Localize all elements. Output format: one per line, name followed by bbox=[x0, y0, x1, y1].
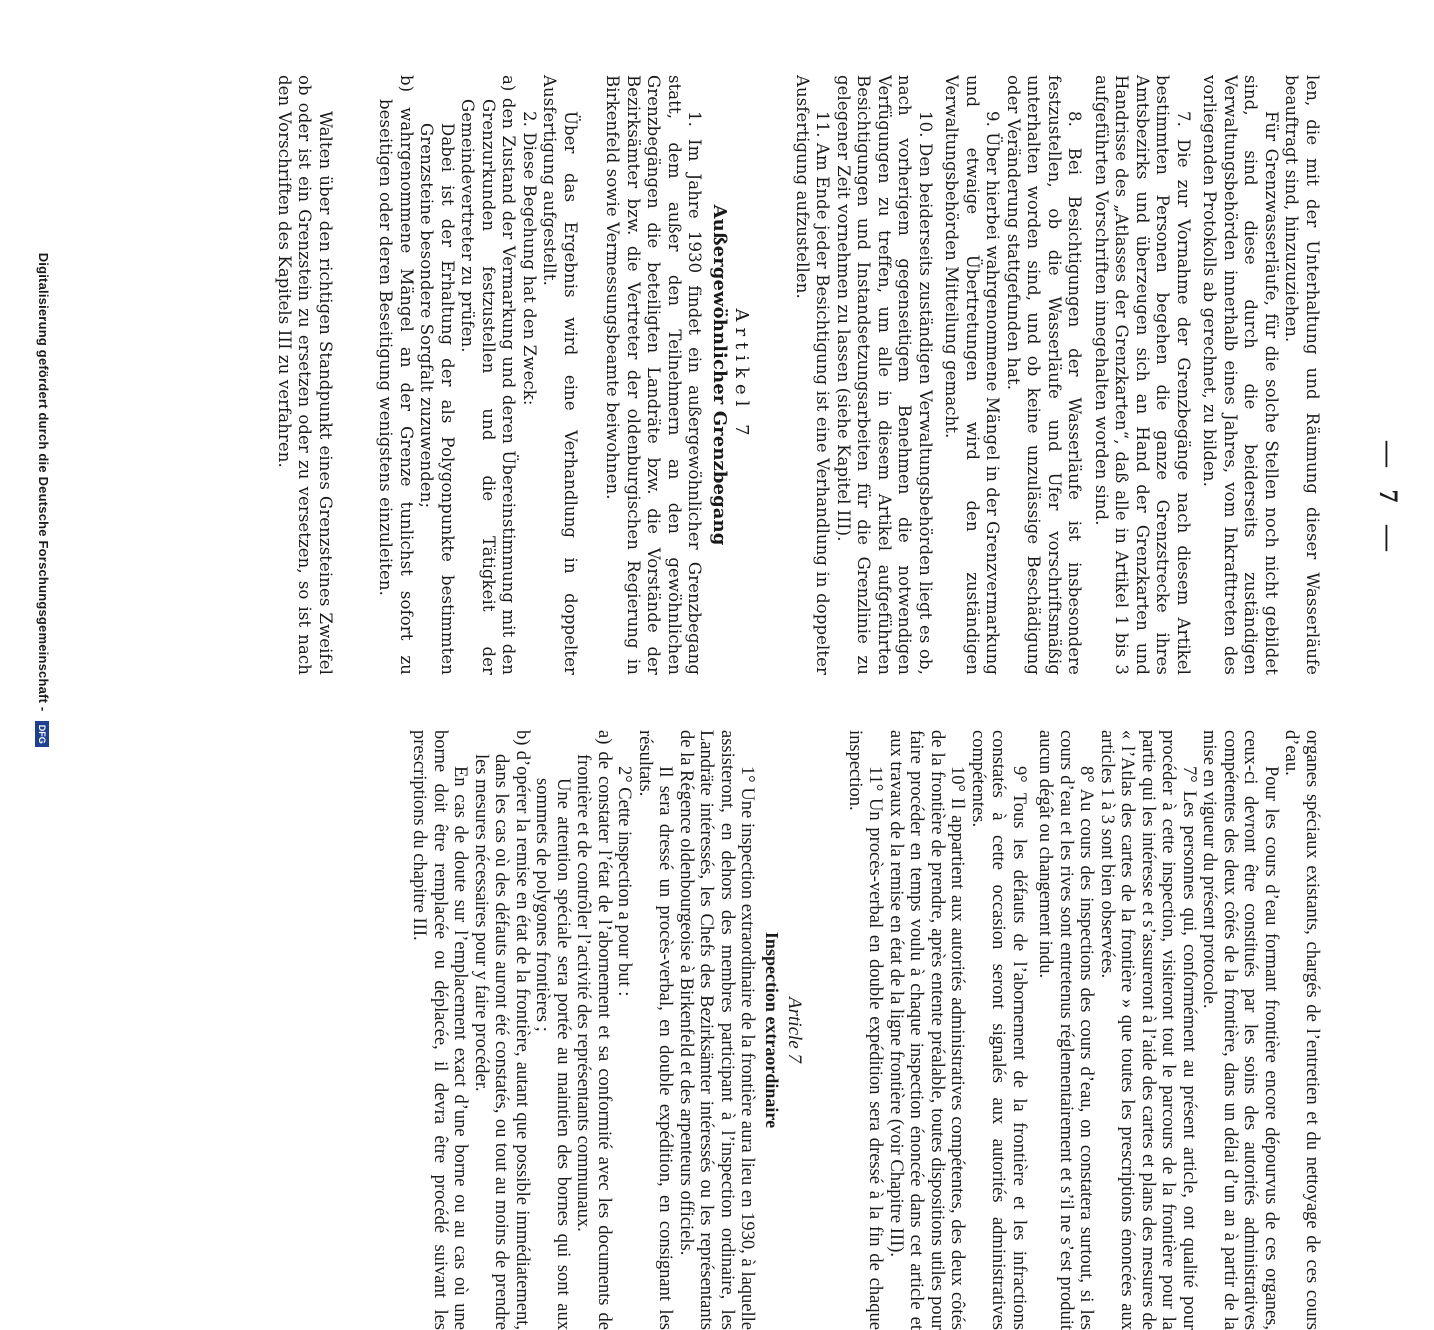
dfg-logo-icon: DFG bbox=[35, 721, 49, 747]
french-list-item: b) d’opérer la remise en état de la frontière, autant que possible immédiatement, dans les cas où des défauts auront été constatés, ou tout au moins de prendre les mesures nécessaires pour y faire procéder. bbox=[471, 730, 532, 1330]
german-article-subtitle: Außergewöhnlicher Grenzbegang bbox=[709, 204, 730, 546]
german-list-item: a) den Zustand der Vermarkung und deren Übereinstimmung mit den Grenzurkunden festzustellen und die Tätigkeit der Gemeindevertreter zu prüfen. bbox=[458, 75, 519, 675]
french-paragraph: Une attention spéciale sera portée au maintien des bornes qui sont aux sommets de polygones frontières ; bbox=[532, 778, 573, 1330]
german-paragraph: 7. Die zur Vornahme der Grenzbegänge nach diesem Artikel bestimmten Personen begehen die ganze Grenzstrecke ihres Amtsbezirks und überzeugen sich an Hand der Grenzkarten und Handrisse des „Atlasses der Grenzkarten“, daß alle in Artikel 1 bis 3 aufgeführten Vorschriften innegehalten worden sind. bbox=[1092, 75, 1193, 675]
french-article-title: Article 7 bbox=[784, 997, 806, 1063]
german-paragraph: 10. Den beiderseits zuständigen Verwaltungsbehörden liegt es ob, nach vorherigem gegenseitigem Benehmen die notwendigen Verfügungen zu treffen, um alle in diesem Artikel aufgeführten Besichtigungen und Instandsetzungsarbeiten für die Grenzlinie zu gelegener Zeit vornehmen zu lassen (siehe Kapitel III). bbox=[834, 75, 935, 675]
french-paragraph: Pour les cours d’eau formant frontière encore dépourvus de ces organes, ceux-ci devront être constitués par les soins des autorités administratives compétentes des deux côtés de la frontière, dans un délai d’un an à partir de la mise en vigueur du présent protocole. bbox=[1199, 730, 1281, 1330]
credit-text: Digitalisierung gefördert durch die Deutsche Forschungsgemeinschaft - bbox=[35, 252, 51, 712]
french-paragraph: En cas de doute sur l’emplacement exact d’une borne ou au cas où une borne doit être remplacée ou déplacée, il devra être procédé suivant les prescriptions du chapitre III. bbox=[409, 730, 471, 1330]
french-paragraph: 10° Il appartient aux autorités administratives compétentes, des deux côtés de la frontière de prendre, après entente préalable, toutes dispositions utiles pour faire procéder en temps voulu à chaque inspection énoncée dans cet article et aux travaux de la remise en état de la ligne frontière (voir Chapitre III). bbox=[886, 730, 968, 1330]
french-article-subtitle: Inspection extraordinaire bbox=[762, 931, 782, 1129]
french-paragraph: 7° Les personnes qui, conformément au présent article, ont qualité pour procéder à cette inspection, visiteront tout le parcours de la frontière pour la partie qui les intéresse et s’assureront à l’aide des cartes et plans des mesures de « l’Atlas des cartes de la frontière » que toutes les prescriptions énoncées aux articles 1 à 3 sont bien observées. bbox=[1097, 730, 1199, 1330]
german-list-item: b) wahrgenommene Mängel an der Grenze tunlichst sofort zu beseitigen oder deren Beseitigung wenigstens einzuleiten. bbox=[376, 75, 416, 675]
german-paragraph: len, die mit der Unterhaltung und Räumung dieser Wasserläufe beauftragt sind, hinzuzuziehen. bbox=[1282, 75, 1322, 675]
french-list-item: a) de constater l’état de l’abornement et sa conformité avec les documents de frontière et de contrôler l’activité des représentants communaux. bbox=[573, 730, 614, 1330]
german-paragraph: Über das Ergebnis wird eine Verhandlung in doppelter Ausfertigung aufgestellt. bbox=[540, 75, 580, 675]
french-paragraph: 1° Une inspection extraordinaire de la frontière aura lieu en 1930, à laquelle assisteront, en dehors des membres participant à l’inspection ordinaire, les Landräte intéressés, les Chefs des Bezirksämter intéressés ou les représentants de la Régence oldenbourgeoise à Birkenfeld et des arpenteurs officiels. bbox=[676, 730, 758, 1330]
french-paragraph: 8° Au cours des inspections des cours d’eau, on constatera surtout, si les cours d’eau et les rives sont entretenus réglementairement et s’il ne s’est produit aucun dégât ou changement indu. bbox=[1035, 730, 1097, 1330]
french-paragraph: 2° Cette inspection a pour but : bbox=[614, 766, 635, 997]
german-article-title: Artikel 7 bbox=[731, 308, 753, 442]
german-paragraph: 11. Am Ende jeder Besichtigung ist eine Verhandlung in doppelter Ausfertigung aufzustellen. bbox=[793, 75, 833, 675]
german-paragraph: 9. Über hierbei wahrgenommene Mängel in der Grenzvermarkung und etwaige Übertretungen wird den zuständigen Verwaltungsbehörden Mitteilung gemacht. bbox=[942, 75, 1003, 675]
german-paragraph: 2. Diese Begehung hat den Zweck: bbox=[520, 111, 539, 406]
german-column bbox=[274, 75, 1323, 675]
digitization-credit bbox=[35, 20, 51, 980]
french-paragraph: Il sera dressé un procès-verbal, en double expédition, en consignant les résultats. bbox=[635, 730, 676, 1330]
french-paragraph: 9° Tous les défauts de l’abornement de la frontière et les infractions constatés à cette occasion seront signalés aux autorités administratives compétentes. bbox=[968, 730, 1029, 1330]
german-paragraph: Walten über den richtigen Standpunkt eines Grenzsteines Zweifel ob oder ist ein Grenzstein zu ersetzen oder zu versetzen, so ist nach den Vorschriften des Kapitels III zu verfahren. bbox=[275, 75, 335, 675]
german-paragraph: 8. Bei Besichtigungen der Wasserläufe ist insbesondere festzustellen, ob die Wasserläufe und Ufer vorschriftsmäßig unterhalten worden sind, und ob keine unzulässige Beschädigung oder Veränderung stattgefunden hat. bbox=[1004, 75, 1085, 675]
german-paragraph: Für Grenzwasserläufe, für die solche Stellen noch nicht gebildet sind, sind diese durch die beiderseits zuständigen Verwaltungsbehörden innerhalb eines Jahres, vom Inkrafttreten des vorliegenden Protokolls ab gerechnet, zu bilden. bbox=[1200, 75, 1281, 675]
french-paragraph: organes spéciaux existants, chargés de l’entretien et du nettoyage de ces cours d’eau. bbox=[1281, 730, 1322, 1330]
french-column bbox=[409, 730, 1322, 1330]
german-paragraph: 1. Im Jahre 1930 findet ein außergewöhnlicher Grenzbegang statt, dem außer den Teilnehmern an den gewöhnlichen Grenzbegängen die beteiligten Landräte bzw. die Vorstände der Bezirksämter bzw. die Vertreter der oldenburgischen Regierung in Birkenfeld sowie Vermessungsbeamte beiwohnen. bbox=[603, 75, 705, 675]
german-paragraph: Dabei ist der Erhaltung der als Polygonpunkte bestimmten Grenzsteine besondere Sorgfalt zuzuwenden; bbox=[417, 123, 457, 675]
page-number: — 7 — bbox=[1374, 441, 1403, 559]
document-page bbox=[17, 20, 1417, 1330]
french-paragraph: 11° Un procès-verbal en double expédition sera dressé à la fin de chaque inspection. bbox=[845, 730, 886, 1330]
